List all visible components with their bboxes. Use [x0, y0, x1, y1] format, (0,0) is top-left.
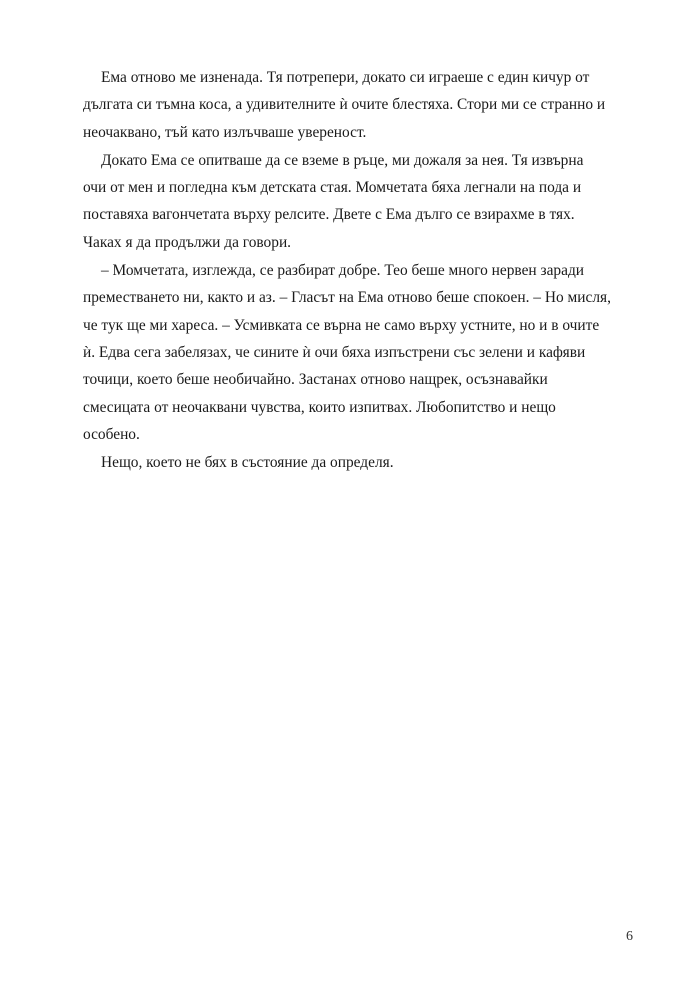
text-line: ѝ. Едва сега забелязах, че сините ѝ очи бяха изпъстрени със зелени и кафяви — [83, 343, 586, 361]
text-line: особено. — [83, 425, 140, 443]
text-line: дългата си тъмна коса, а удивителните ѝ очите блестяха. Стори ми се странно и — [83, 96, 606, 114]
text-line: – Момчетата, изглежда, се разбират добре. Тео беше много нервен заради — [101, 262, 585, 280]
text-line: Докато Ема се опитваше да се вземе в ръце, ми дожаля за нея. Тя извърна — [101, 151, 584, 169]
paragraph-2 — [83, 147, 619, 256]
text-line: смесицата от неочаквани чувства, които изпитвах. Любопитство и нещо — [83, 398, 556, 416]
text-line: точици, което беше необичайно. Застанах отново нащрек, осъзнавайки — [83, 371, 548, 389]
text-line: поставяха вагончетата върху релсите. Двете с Ема дълго се взирахме в тях. — [83, 206, 575, 224]
page-number: 6 — [626, 929, 633, 944]
text-line: Ема отново ме изненада. Тя потрепери, докато си играеше с един кичур от — [101, 69, 590, 86]
paragraph-3 — [83, 257, 619, 448]
text-line: неочаквано, тъй като излъчваше увереност. — [83, 123, 367, 141]
text-line: Чаках я да продължи да говори. — [83, 233, 292, 251]
paragraph-4 — [83, 449, 619, 476]
paragraph-1 — [83, 64, 619, 146]
text-line: че тук ще ми хареса. – Усмивката се върна не само върху устните, но и в очите — [83, 316, 600, 334]
body-text — [83, 64, 619, 477]
text-line: очи от мен и погледна към детската стая. Момчетата бяха легнали на пода и — [83, 179, 582, 197]
text-line: преместването ни, както и аз. – Гласът на Ема отново беше спокоен. – Но мисля, — [83, 289, 611, 307]
text-line: Нещо, което не бях в състояние да определя. — [101, 454, 394, 472]
